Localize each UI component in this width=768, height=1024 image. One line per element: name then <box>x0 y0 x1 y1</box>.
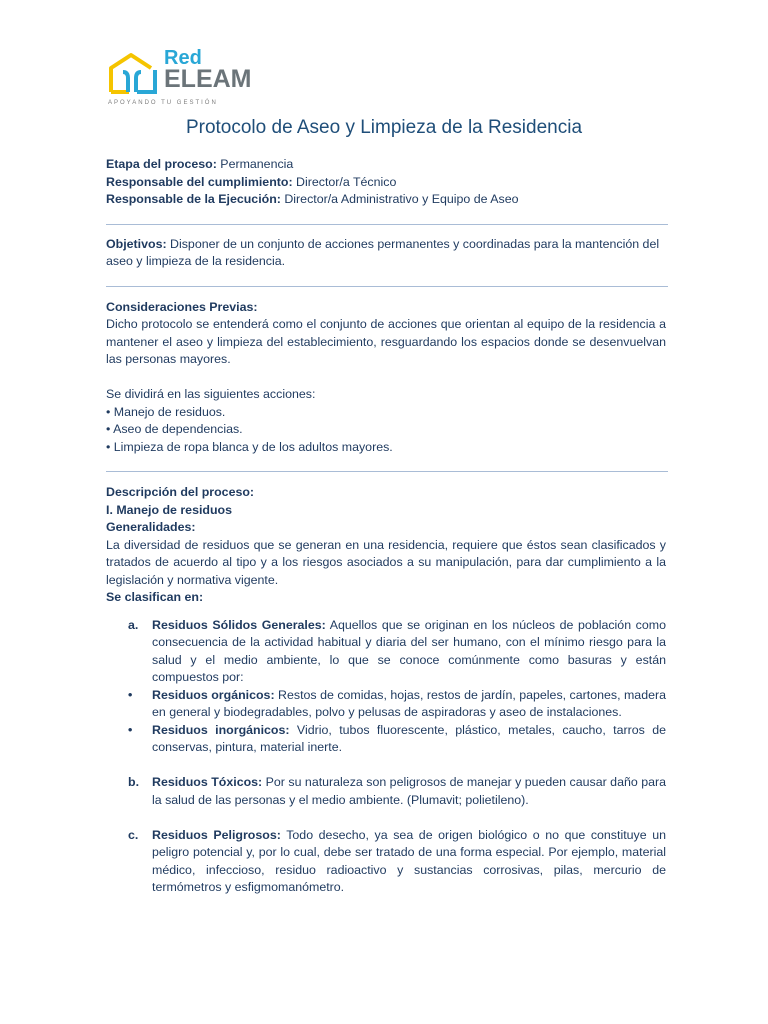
logo-brand-bottom: ELEAM <box>164 65 252 93</box>
meta-execution-owner: Responsable de la Ejecución: Director/a Administrativo y Equipo de Aseo <box>106 192 519 206</box>
list-item: c. Residuos Peligrosos: Todo desecho, ya sea de origen biológico o no que constituye un peligro potencial y, por lo cual, debe ser tratado de una forma especial. Por ejemplo, material médico, infeccioso, residuo radioactivo y sustancias corrosivas, pilas, mercurio de termómetros y esfigmomanómetro. <box>128 827 666 894</box>
document-body <box>106 156 666 897</box>
generalidades-heading: Generalidades: <box>106 520 196 534</box>
consideraciones-heading: Consideraciones Previas: <box>106 299 258 314</box>
logo-brand-top: Red <box>164 47 202 69</box>
list-item: • Residuos orgánicos: Restos de comidas, hojas, restos de jardín, papeles, cartones, madera en general y biodegradables, polvo y pelusas de aspiradoras y aseo de instalaciones. <box>128 687 666 719</box>
acciones-intro: Se dividirá en las siguientes acciones: <box>106 387 316 401</box>
accion-item: • Aseo de dependencias. <box>106 422 243 436</box>
meta-compliance-owner: Responsable del cumplimiento: Director/a Técnico <box>106 174 397 189</box>
residuos-list <box>106 617 666 897</box>
objetivos-paragraph: Objetivos: Disponer de un conjunto de acciones permanentes y coordinadas para la mantención del aseo y limpieza de la residencia. <box>106 236 660 268</box>
house-logo-icon <box>107 52 161 96</box>
accion-item: • Manejo de residuos. <box>106 404 226 419</box>
descripcion-heading: Descripción del proceso: <box>106 485 255 499</box>
clasificacion-intro: Se clasifican en: <box>106 590 204 604</box>
generalidades-text: La diversidad de residuos que se generan en una residencia, requiere que éstos sean clasificados y tratados de acuerdo al tipo y a los riesgos asociados a su manipulación, para dar cumplimiento a la legislación y normativa vigente. <box>106 537 666 587</box>
page-title: Protocolo de Aseo y Limpieza de la Residencia <box>185 117 583 138</box>
list-item: a. Residuos Sólidos Generales: Aquellos que se originan en los núcleos de población como consecuencia de la actividad habitual y diaria del ser humano, con el mínimo riesgo para la salud y el medio ambiente, lo que se conoce comúnmente como basuras y están compuestos por: <box>128 617 666 684</box>
red-eleam-logo <box>107 47 252 110</box>
list-item: b. Residuos Tóxicos: Por su naturaleza son peligrosos de manejar y pueden causar daño para la salud de las personas y el medio ambiente. (Plumavit; polietileno). <box>128 775 667 807</box>
section-heading: I. Manejo de residuos <box>106 502 232 517</box>
meta-stage: Etapa del proceso: Permanencia <box>106 157 294 171</box>
consideraciones-text: Dicho protocolo se entenderá como el conjunto de acciones que orientan al equipo de la residencia a mantener el aseo y limpieza del establecimiento, resguardando los espacios donde se desenvuelvan las personas mayores. <box>106 317 666 366</box>
logo-tagline: APOYANDO TU GESTIÓN <box>108 100 218 106</box>
list-item: • Residuos inorgánicos: Vidrio, tubos fluorescente, plástico, metales, caucho, tarros de conservas, pintura, material inerte. <box>128 722 667 754</box>
accion-item: • Limpieza de ropa blanca y de los adultos mayores. <box>106 439 393 454</box>
